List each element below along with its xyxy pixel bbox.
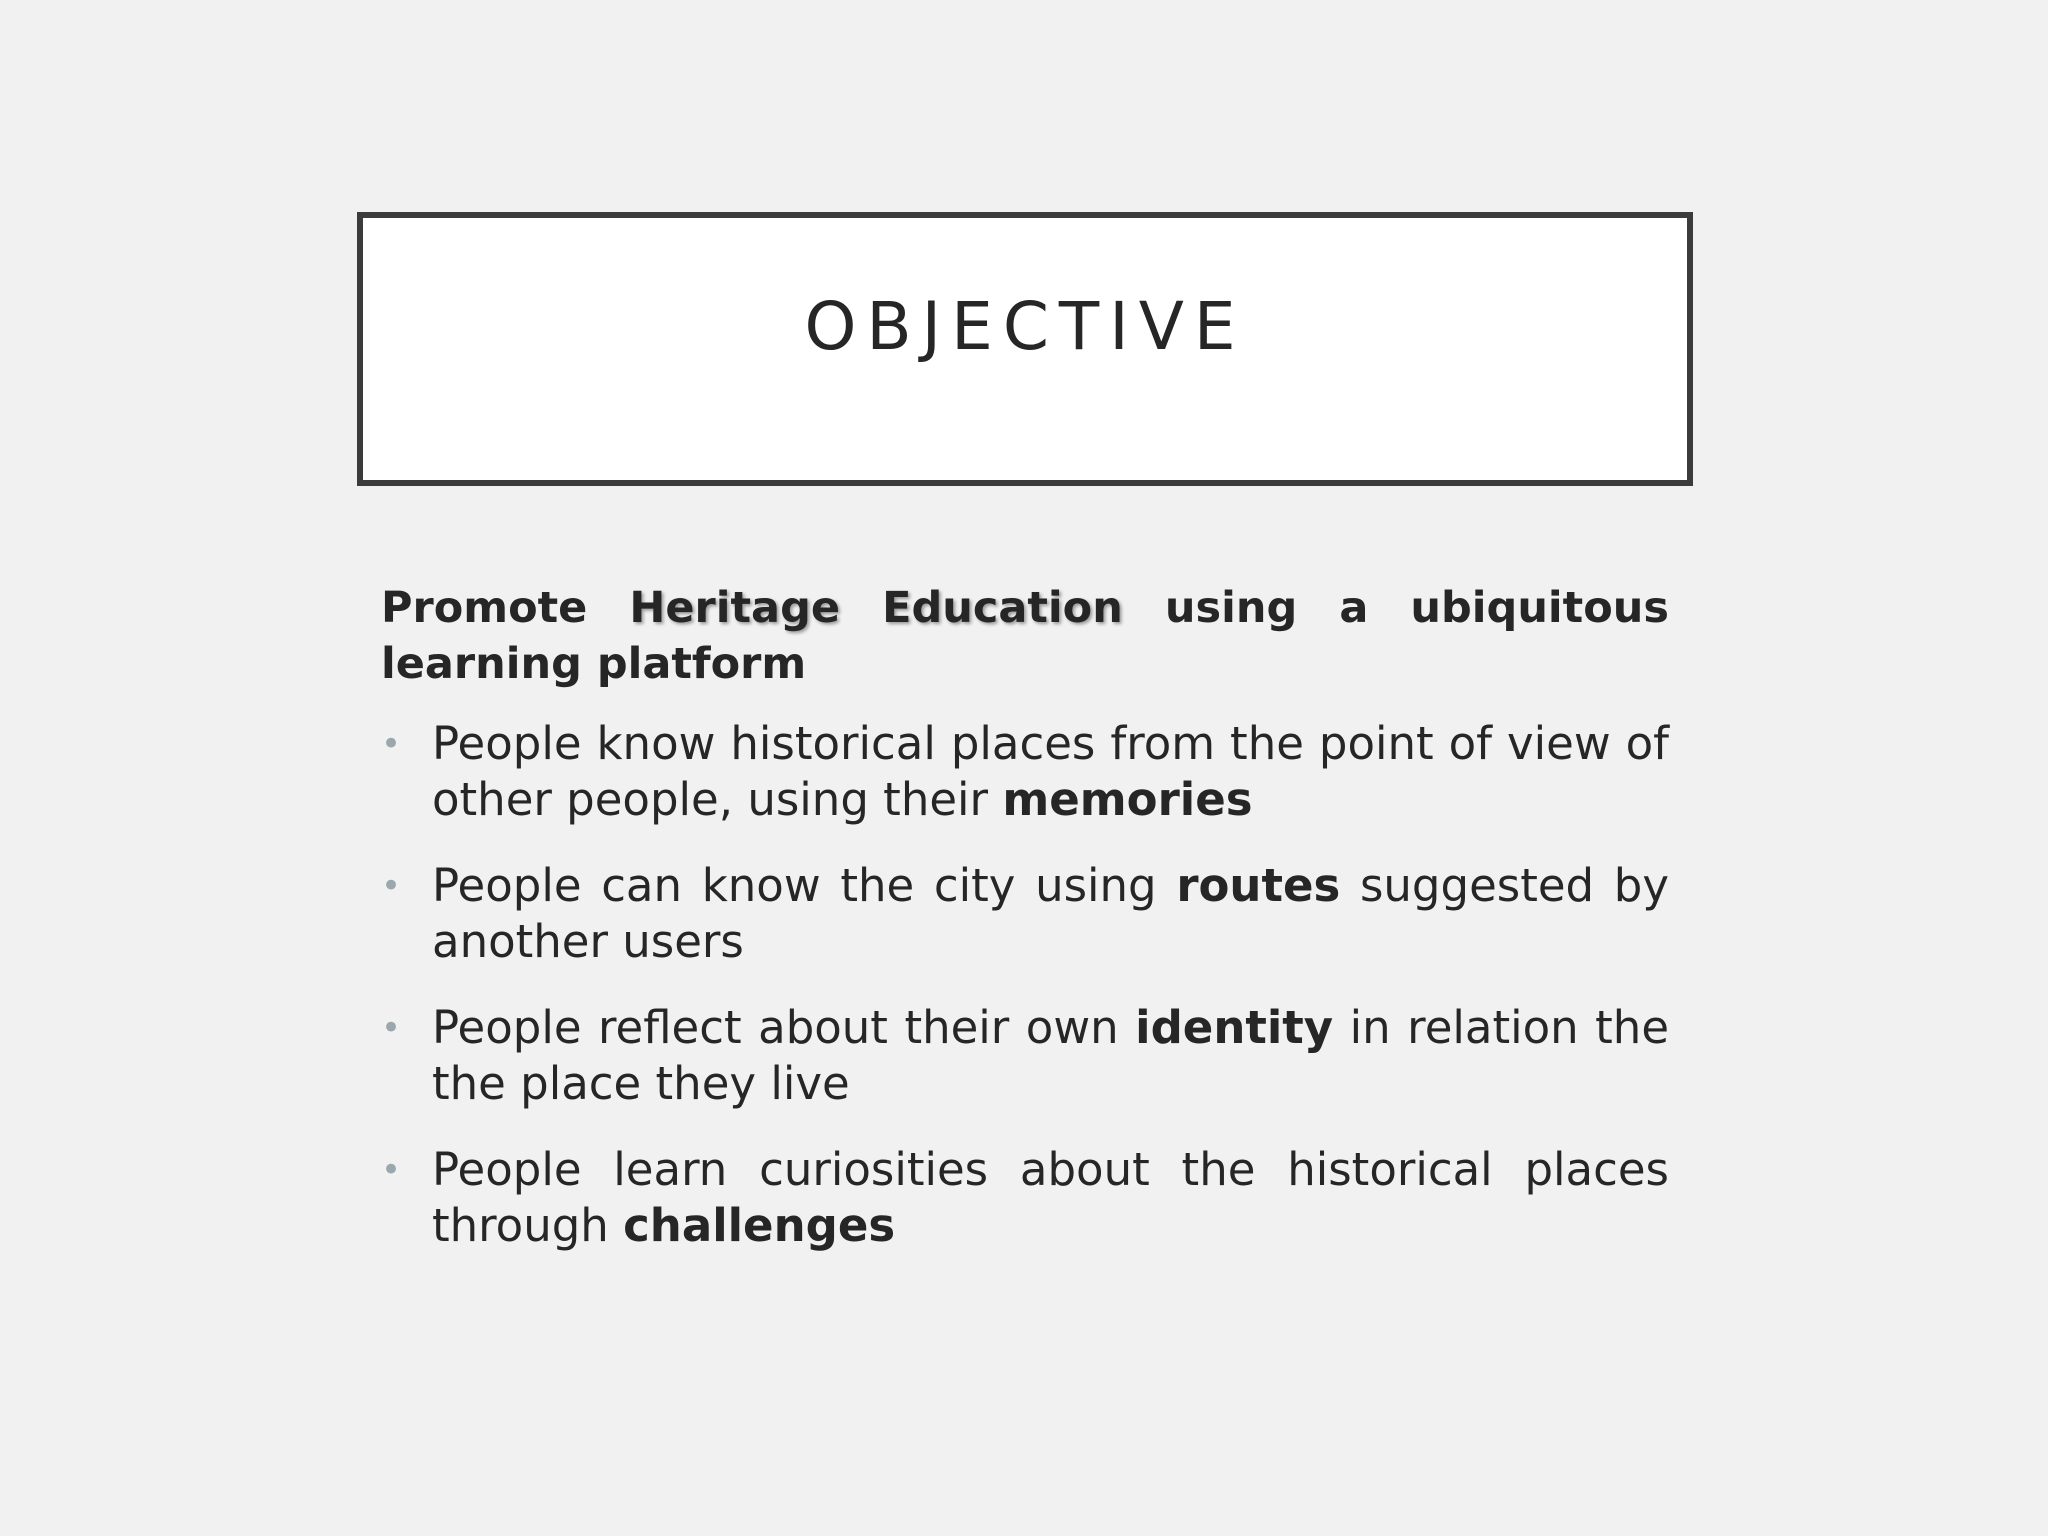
bullet-list: [381, 716, 1669, 1254]
bullet-text: People can know the city using: [432, 859, 1177, 912]
bullet-text: People know historical places from the point of view of other people, using their: [432, 717, 1669, 826]
bullet-keyword: memories: [1002, 773, 1253, 826]
lead-text-start: Promote: [381, 583, 630, 633]
bullet-dot-icon: •: [381, 724, 402, 764]
bullet-text: People reflect about their own: [432, 1001, 1136, 1054]
lead-statement: [381, 580, 1669, 692]
slide-content: [381, 580, 1669, 1284]
title-box: [357, 212, 1693, 486]
bullet-keyword: challenges: [623, 1199, 896, 1252]
bullet-item: [381, 716, 1669, 828]
bullet-keyword: routes: [1176, 859, 1341, 912]
lead-text-end: using a ubiquitous learning platform: [381, 583, 1669, 689]
lead-highlight: Heritage Education: [629, 583, 1123, 633]
bullet-text: People learn curiosities about the historical places through: [432, 1143, 1669, 1252]
slide-title: OBJECTIVE: [804, 288, 1246, 365]
bullet-item: [381, 858, 1669, 970]
bullet-text-end: in relation the the place they live: [432, 1001, 1670, 1110]
bullet-text-end: suggested by another users: [432, 859, 1669, 968]
bullet-dot-icon: •: [381, 1150, 402, 1190]
bullet-dot-icon: •: [381, 1008, 402, 1048]
bullet-item: [381, 1000, 1669, 1112]
bullet-keyword: identity: [1135, 1001, 1334, 1054]
bullet-dot-icon: •: [381, 866, 402, 906]
bullet-item: [381, 1142, 1669, 1254]
